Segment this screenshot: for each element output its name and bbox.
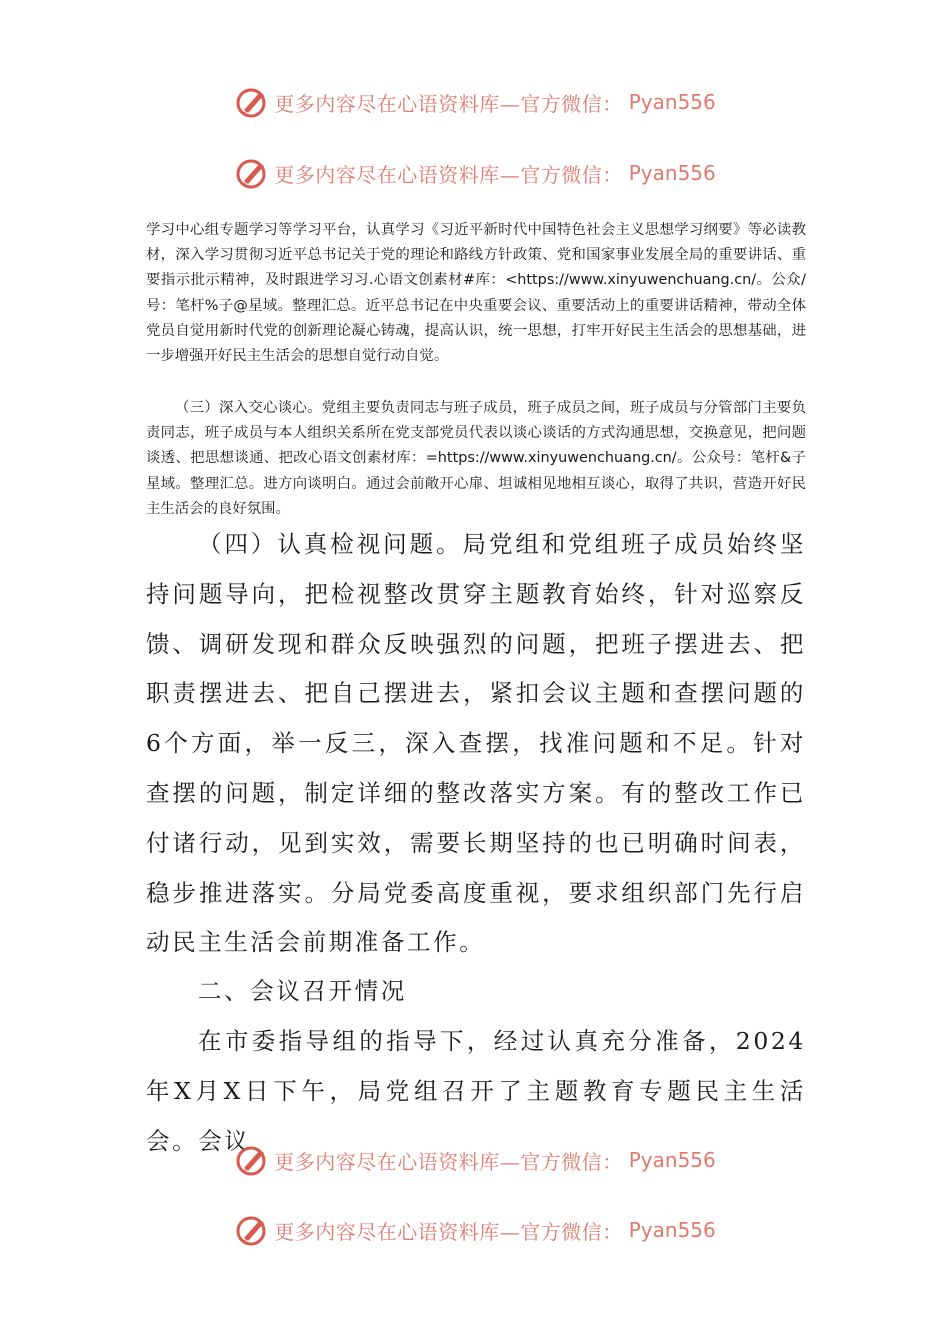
watermark-banner <box>0 1210 950 1250</box>
watermark-text: 更多内容尽在心语资料库—官方微信： <box>274 91 623 116</box>
paragraph-text: 在市委指导组的指导下，经过认真充分准备，2024年X月X日下午，局党组召开了主题教育专题民主生活会。会议 <box>146 1027 806 1155</box>
pen-logo-icon <box>234 1142 270 1178</box>
pen-logo-icon <box>234 1212 270 1248</box>
heading-text: 二、会议召开情况 <box>198 977 407 1005</box>
paragraph-continuation <box>146 218 806 369</box>
watermark-text: 更多内容尽在心语资料库—官方微信： <box>274 162 623 187</box>
section-heading <box>146 967 806 1017</box>
section-3-paragraph <box>146 396 806 522</box>
watermark-text: 更多内容尽在心语资料库—官方微信： <box>274 1219 623 1244</box>
paragraph-text: 学习中心组专题学习等学习平台，认真学习《习近平新时代中国特色社会主义思想学习纲要》等必读教材，深入学习贯彻习近平总书记关于党的理论和路线方针政策、党和国家事业发展全局的重要讲话、重要指示批示精神，及时跟进学习习.心语文创素材#库：<https://www.xinyuwenchuang.cn/。公众/号：笔杆%子@星域。整理汇总。近平总书记在中央重要会议、重要活动上的重要讲话精神，带动全体党员自觉用新时代党的创新理论凝心铸魂，提高认识，统一思想，打牢开好民主生活会的思想基础，进一步增强开好民主生活会的思想自觉行动自觉。 <box>146 222 806 365</box>
paragraph-text: （四）认真检视问题。局党组和党组班子成员始终坚持问题导向，把检视整改贯穿主题教育始终，针对巡察反馈、调研发现和群众反映强烈的问题，把班子摆进去、把职责摆进去、把自己摆进去，紧扣会议主题和查摆问题的6个方面，举一反三，深入查摆，找准问题和不足。针对查摆的问题，制定详细的整改落实方案。有的整改工作已付诸行动，见到实效，需要长期坚持的也已明确时间表，稳步推进落实。分局党委高度重视，要求组织部门先行启动民主生活会前期准备工作。 <box>146 530 806 957</box>
watermark-banner <box>0 153 950 193</box>
watermark-text: 更多内容尽在心语资料库—官方微信： <box>274 1149 623 1174</box>
watermark-banner <box>0 1140 950 1180</box>
section-4-paragraph <box>146 520 806 968</box>
watermark-banner <box>0 82 950 122</box>
watermark-code: Pyan556 <box>628 1148 716 1172</box>
paragraph-text: （三）深入交心谈心。党组主要负责同志与班子成员，班子成员之间，班子成员与分管部门主要负责同志，班子成员与本人组织关系所在党支部党员代表以谈心谈话的方式沟通思想，交换意见，把问题谈透、把思想谈通、把改心语文创素材库：=https://www.xinyuwenchuang.cn/。公众号：笔杆&子星域。整理汇总。进方向谈明白。通过会前敞开心扉、坦诚相见地相互谈心，取得了共识，营造开好民主生活会的良好氛围。 <box>146 400 806 517</box>
pen-logo-icon <box>234 155 270 191</box>
pen-logo-icon <box>234 84 270 120</box>
watermark-code: Pyan556 <box>628 161 716 185</box>
watermark-code: Pyan556 <box>628 90 716 114</box>
watermark-code: Pyan556 <box>628 1218 716 1242</box>
